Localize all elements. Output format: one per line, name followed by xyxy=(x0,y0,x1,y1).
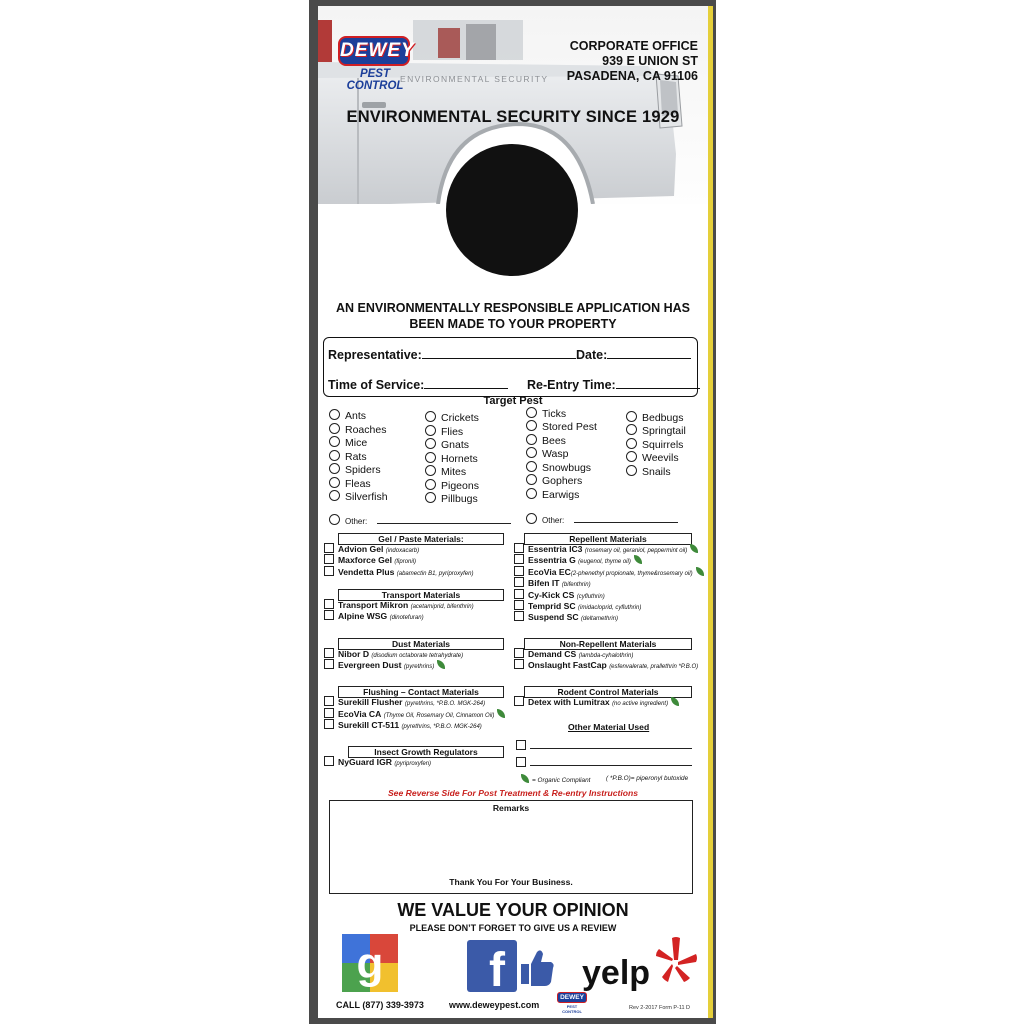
pest-option[interactable]: Snowbugs xyxy=(526,461,591,474)
radio-button[interactable] xyxy=(425,425,436,436)
checkbox[interactable] xyxy=(324,659,334,669)
google-icon[interactable] xyxy=(342,934,398,992)
office-line3: PASADENA, CA 91106 xyxy=(566,69,698,83)
headline-line2: BEEN MADE TO YOUR PROPERTY xyxy=(409,317,617,331)
transport-header: Transport Materials xyxy=(338,589,504,601)
pest-option[interactable]: Rats xyxy=(329,450,367,463)
pest-option[interactable]: Roaches xyxy=(329,423,386,436)
radio-button[interactable] xyxy=(329,436,340,447)
material-option[interactable]: Alpine WSG (dinotefuran) xyxy=(324,610,424,624)
radio-button[interactable] xyxy=(329,409,340,420)
checkbox[interactable] xyxy=(514,648,524,658)
flushing-header: Flushing – Contact Materials xyxy=(338,686,504,698)
material-option[interactable]: EcoVia CA (Thyme Oil, Rosemary Oil, Cinnamon Oil) xyxy=(324,708,505,722)
phone-number[interactable]: CALL (877) 339-3973 xyxy=(336,1000,424,1010)
radio-button[interactable] xyxy=(425,465,436,476)
other-material-line[interactable] xyxy=(516,757,692,769)
rodent-header: Rodent Control Materials xyxy=(524,686,692,698)
checkbox[interactable] xyxy=(514,566,524,576)
checkbox[interactable] xyxy=(324,543,334,553)
organic-leaf-icon xyxy=(437,660,445,669)
material-option[interactable]: Evergreen Dust (pyrethrins) xyxy=(324,659,445,673)
radio-button[interactable] xyxy=(626,451,637,462)
material-option[interactable]: Temprid SC (imidacloprid, cyfluthrin) xyxy=(514,600,641,614)
checkbox[interactable] xyxy=(324,719,334,729)
nonrepellent-header: Non-Repellent Materials xyxy=(524,638,692,650)
organic-leaf-icon xyxy=(671,697,679,706)
material-option[interactable]: Maxforce Gel (fipronil) xyxy=(324,554,416,568)
checkbox[interactable] xyxy=(514,659,524,669)
dewey-mini-logo xyxy=(557,992,587,1012)
material-option[interactable]: Nibor D (disodium octaborate tetrahydrate) xyxy=(324,648,463,662)
radio-button[interactable] xyxy=(425,438,436,449)
date-field[interactable] xyxy=(576,346,691,362)
pest-option[interactable]: Gophers xyxy=(526,474,582,487)
radio-button[interactable] xyxy=(329,450,340,461)
office-line2: 939 E UNION ST xyxy=(602,54,698,68)
radio-button[interactable] xyxy=(329,490,340,501)
checkbox[interactable] xyxy=(514,696,524,706)
checkbox[interactable] xyxy=(324,648,334,658)
radio-button[interactable] xyxy=(329,423,340,434)
material-option[interactable]: Essentria G (eugenol, thyme oil) xyxy=(514,554,642,568)
reentry-time-field[interactable] xyxy=(527,376,700,392)
other-pest-right[interactable]: Other: xyxy=(526,513,678,526)
radio-button[interactable] xyxy=(626,424,637,435)
reentry-label: Re-Entry Time: xyxy=(527,378,616,392)
other-pest-left[interactable]: Other: xyxy=(329,514,511,527)
pest-option[interactable]: Wasp xyxy=(526,447,568,460)
material-option[interactable]: NyGuard IGR (pyriproxyfen) xyxy=(324,756,431,770)
organic-leaf-icon xyxy=(497,709,505,718)
door-hanger-card xyxy=(318,6,708,1018)
organic-leaf-icon xyxy=(634,555,642,564)
material-option[interactable]: Transport Mikron (acetamiprid, bifenthrin) xyxy=(324,599,474,613)
facebook-icon[interactable] xyxy=(467,940,555,992)
material-option[interactable]: Surekill Flusher (pyrethrins, *P.B.O. MGK-264) xyxy=(324,696,485,710)
organic-leaf-icon xyxy=(690,544,698,553)
material-option[interactable]: Bifen IT (bifenthrin) xyxy=(514,577,591,591)
yelp-wordmark: yelp xyxy=(582,954,651,992)
radio-button[interactable] xyxy=(329,477,340,488)
material-option[interactable]: Vendetta Plus (abamectin B1, pyriproxyfen) xyxy=(324,566,473,580)
pest-option[interactable]: Ticks xyxy=(526,407,566,420)
pest-option[interactable]: Mice xyxy=(329,436,367,449)
pest-option[interactable]: Hornets xyxy=(425,452,478,465)
radio-button[interactable] xyxy=(425,492,436,503)
checkbox[interactable] xyxy=(324,708,334,718)
checkbox[interactable] xyxy=(514,611,524,621)
pest-option[interactable]: Silverfish xyxy=(329,490,388,503)
checkbox[interactable] xyxy=(514,589,524,599)
representative-label: Representative: xyxy=(328,348,422,362)
radio-button[interactable] xyxy=(626,411,637,422)
hanger-hole xyxy=(446,144,578,276)
pest-option[interactable]: Bees xyxy=(526,434,566,447)
pest-option[interactable]: Pigeons xyxy=(425,479,479,492)
radio-button[interactable] xyxy=(526,488,537,499)
corporate-office-address xyxy=(508,39,698,84)
material-option[interactable]: Onslaught FastCap (esfenvalerate, prallethrin *P.B.O) xyxy=(514,659,698,673)
gel-paste-header: Gel / Paste Materials: xyxy=(338,533,504,545)
radio-button[interactable] xyxy=(526,474,537,485)
pest-option[interactable]: Squirrels xyxy=(626,438,683,451)
material-option[interactable]: Detex with Lumitrax (no active ingredient) xyxy=(514,696,679,710)
checkbox[interactable] xyxy=(324,554,334,564)
facebook-letter: f xyxy=(489,944,505,992)
checkbox[interactable] xyxy=(324,696,334,706)
radio-button[interactable] xyxy=(526,420,537,431)
pest-option[interactable]: Earwigs xyxy=(526,488,579,501)
repellent-header: Repellent Materials xyxy=(524,533,692,545)
radio-button[interactable] xyxy=(626,465,637,476)
material-option[interactable]: Surekill CT-511 (pyrethrins, *P.B.O. MGK-264) xyxy=(324,719,482,733)
radio-button[interactable] xyxy=(526,407,537,418)
checkbox[interactable] xyxy=(514,554,524,564)
website-link[interactable]: www.deweypest.com xyxy=(449,1000,540,1010)
yelp-icon[interactable] xyxy=(580,936,698,994)
remarks-box[interactable] xyxy=(329,800,693,894)
mini-logo-sub: PEST CONTROL xyxy=(562,1004,582,1014)
radio-button[interactable] xyxy=(526,513,537,524)
radio-button[interactable] xyxy=(425,479,436,490)
pbo-legend: ( *P.B.O)= piperonyl butoxide xyxy=(606,775,689,782)
date-label: Date: xyxy=(576,348,608,362)
other-material-used-label: Other Material Used xyxy=(568,722,650,732)
pest-option[interactable]: Springtail xyxy=(626,424,686,437)
dust-header: Dust Materials xyxy=(338,638,504,650)
pest-option[interactable]: Pillbugs xyxy=(425,492,478,505)
igr-header: Insect Growth Regulators xyxy=(348,746,504,758)
checkbox[interactable] xyxy=(324,610,334,620)
checkbox[interactable] xyxy=(516,740,526,750)
radio-button[interactable] xyxy=(526,461,537,472)
time-of-service-label: Time of Service: xyxy=(328,378,425,392)
checkbox[interactable] xyxy=(516,757,526,767)
radio-button[interactable] xyxy=(329,514,340,525)
time-of-service-field[interactable] xyxy=(328,376,508,392)
material-option[interactable]: Demand CS (lambda-cyhalothrin) xyxy=(514,648,633,662)
radio-button[interactable] xyxy=(425,452,436,463)
yellow-edge xyxy=(708,6,713,1018)
material-option[interactable]: EcoVia EC(2-phenethyl propionate, thyme&rosemary oil) xyxy=(514,566,704,580)
target-pest-title: Target Pest xyxy=(483,395,543,407)
checkbox[interactable] xyxy=(514,600,524,610)
organic-leaf-icon xyxy=(696,567,704,576)
other-material-line[interactable] xyxy=(516,740,692,752)
opinion-title: WE VALUE YOUR OPINION xyxy=(397,900,629,920)
radio-button[interactable] xyxy=(425,411,436,422)
pest-option[interactable]: Fleas xyxy=(329,477,371,490)
radio-button[interactable] xyxy=(526,447,537,458)
radio-button[interactable] xyxy=(626,438,637,449)
slogan: ENVIRONMENTAL SECURITY SINCE 1929 xyxy=(346,108,680,126)
pest-option[interactable]: Crickets xyxy=(425,411,479,424)
organic-leaf-icon xyxy=(521,774,529,783)
pest-option[interactable]: Mites xyxy=(425,465,466,478)
remarks-title: Remarks xyxy=(492,803,530,813)
material-option[interactable]: Essentria IC3 (rosemary oil, geraniol, peppermint oil) xyxy=(514,543,698,557)
pest-option[interactable]: Bedbugs xyxy=(626,411,683,424)
pest-option[interactable]: Weevils xyxy=(626,451,679,464)
logo-word: DEWEY xyxy=(340,40,415,61)
checkbox[interactable] xyxy=(324,566,334,576)
pest-option[interactable]: Spiders xyxy=(329,463,381,476)
office-line1: CORPORATE OFFICE xyxy=(569,39,698,53)
checkbox[interactable] xyxy=(324,756,334,766)
radio-button[interactable] xyxy=(329,463,340,474)
material-option[interactable]: Suspend SC (deltamethrin) xyxy=(514,611,618,625)
mini-logo-word: DEWEY xyxy=(557,992,587,1003)
pest-option[interactable]: Snails xyxy=(626,465,671,478)
truck-lettering: ENVIRONMENTAL SECURITY xyxy=(400,74,549,84)
checkbox[interactable] xyxy=(514,543,524,553)
organic-legend: = Organic Compliant xyxy=(521,774,590,784)
pest-option[interactable]: Gnats xyxy=(425,438,469,451)
material-option[interactable]: Cy-Kick CS (cyfluthrin) xyxy=(514,589,605,603)
dewey-logo[interactable] xyxy=(332,32,418,90)
logo-subtitle: PEST CONTROL xyxy=(346,68,404,92)
review-request: PLEASE DON’T FORGET TO GIVE US A REVIEW xyxy=(409,923,617,933)
reverse-side-note: See Reverse Side For Post Treatment & Re-entry Instructions xyxy=(387,788,639,798)
application-headline xyxy=(318,300,708,332)
radio-button[interactable] xyxy=(526,434,537,445)
google-letter: g xyxy=(356,939,384,988)
material-option[interactable]: Advion Gel (indoxacarb) xyxy=(324,543,419,557)
form-revision: Rev 2-2017 Form P-11 D xyxy=(629,1005,691,1011)
representative-field[interactable] xyxy=(328,346,576,362)
checkbox[interactable] xyxy=(324,599,334,609)
pest-option[interactable]: Flies xyxy=(425,425,463,438)
pest-option[interactable]: Ants xyxy=(329,409,366,422)
thank-you-text: Thank You For Your Business. xyxy=(449,877,573,887)
pest-option[interactable]: Stored Pest xyxy=(526,420,597,433)
checkbox[interactable] xyxy=(514,577,524,587)
headline-line1: AN ENVIRONMENTALLY RESPONSIBLE APPLICATION HAS xyxy=(336,301,690,315)
